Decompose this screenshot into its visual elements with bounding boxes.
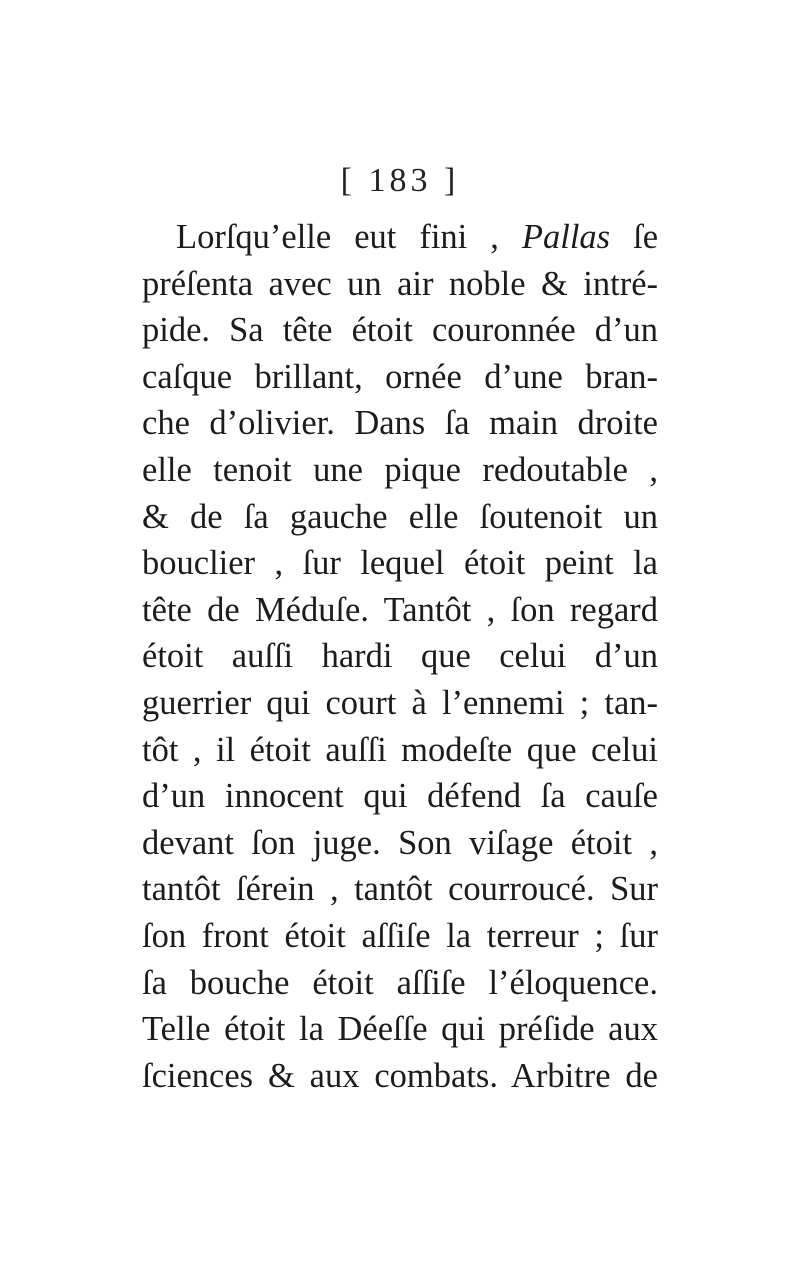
line1-italic-name: Pallas — [521, 218, 611, 256]
text-line-5: che d’olivier. Dans ſa main droite — [142, 404, 658, 443]
text-line-12: tôt , il étoit auſſi modeſte que celui — [142, 730, 658, 769]
text-line-7: & de ſa gauche elle ſoutenoit un — [142, 497, 658, 536]
line1-start: Lorſqu’elle eut fini , — [176, 218, 499, 256]
text-line-10: étoit auſſi hardi que celui d’un — [142, 637, 658, 676]
text-line-13: d’un innocent qui défend ſa cauſe — [142, 777, 658, 816]
page-number: [ 183 ] — [340, 162, 460, 199]
text-line-16: ſon front étoit aſſiſe la terreur ; ſur — [142, 916, 658, 955]
text-line-1 — [142, 214, 658, 261]
text-line-17: ſa bouche étoit aſſiſe l’éloquence. — [142, 963, 658, 1002]
text-line-14: devant ſon juge. Son viſage étoit , — [142, 823, 658, 862]
text-line-18: Telle étoit la Déeſſe qui préſide aux — [142, 1010, 658, 1049]
text-line-6: elle tenoit une pique redoutable , — [142, 450, 658, 489]
text-line-9: tête de Méduſe. Tantôt , ſon regard — [142, 590, 658, 629]
text-line-8: bouclier , ſur lequel étoit peint la — [142, 544, 658, 583]
text-line-15: tantôt ſérein , tantôt courroucé. Sur — [142, 870, 658, 909]
text-line-2: préſenta avec un air noble & intré- — [142, 264, 658, 303]
body-text — [142, 214, 658, 1099]
text-line-11: guerrier qui court à l’ennemi ; tan- — [142, 683, 658, 722]
text-line-19: ſciences & aux combats. Arbitre de — [142, 1056, 658, 1095]
text-line-4: caſque brillant, ornée d’une bran- — [142, 357, 658, 396]
line1-end: ſe — [633, 218, 659, 256]
text-line-3: pide. Sa tête étoit couronnée d’un — [142, 311, 658, 350]
